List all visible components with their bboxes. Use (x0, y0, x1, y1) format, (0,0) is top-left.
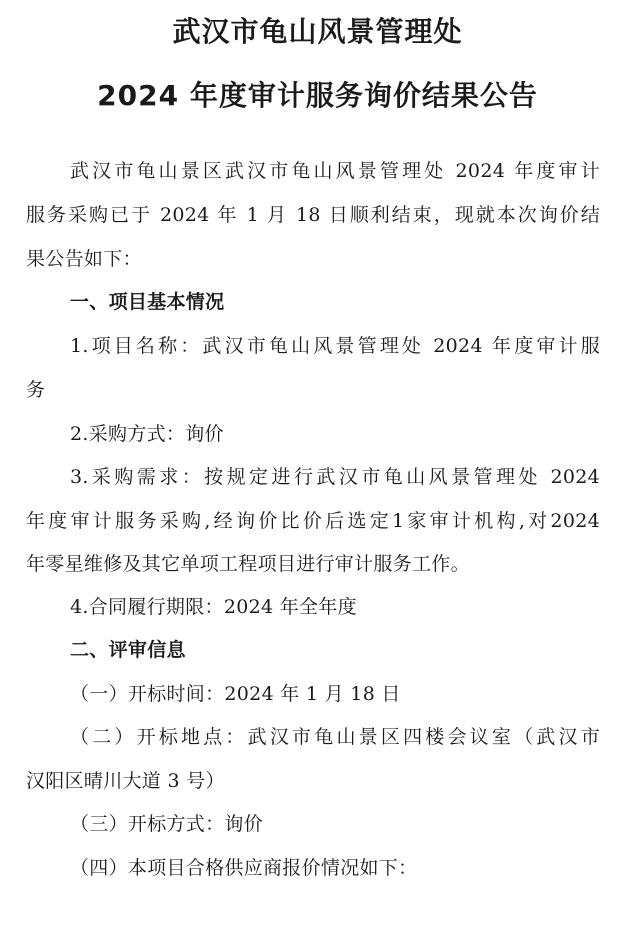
opening-time: （一）开标时间：2024 年 1 月 18 日 (70, 683, 401, 705)
procurement-requirement-line2: 年度审计服务采购,经询价比价后选定1家审计机构,对2024 (26, 510, 600, 532)
opening-location-line2: 汉阳区晴川大道 3 号） (26, 770, 225, 792)
section2-heading: 二、评审信息 (70, 639, 186, 661)
document-title-line1: 武汉市龟山风景管理处 (172, 15, 463, 48)
project-name-line1: 1.项目名称：武汉市龟山风景管理处 2024 年度审计服 (70, 335, 600, 357)
supplier-quotes-intro: （四）本项目合格供应商报价情况如下： (70, 857, 418, 879)
opening-location-line1: （二）开标地点：武汉市龟山景区四楼会议室（武汉市 (70, 726, 600, 748)
contract-period: 4.合同履行期限：2024 年全年度 (70, 596, 357, 618)
opening-method: （三）开标方式：询价 (70, 813, 264, 835)
intro-paragraph-line1: 武汉市龟山景区武汉市龟山风景管理处 2024 年度审计 (70, 160, 600, 182)
intro-paragraph-line2: 服务采购已于 2024 年 1 月 18 日顺利结束，现就本次询价结 (26, 204, 600, 226)
procurement-requirement-line3: 年零星维修及其它单项工程项目进行审计服务工作。 (26, 553, 470, 575)
document-title-line2: 2024 年度审计服务询价结果公告 (97, 79, 538, 112)
section1-heading: 一、项目基本情况 (70, 291, 225, 313)
intro-paragraph-line3: 果公告如下： (26, 248, 142, 270)
procurement-method: 2.采购方式：询价 (70, 423, 224, 445)
procurement-requirement-line1: 3.采购需求：按规定进行武汉市龟山风景管理处 2024 (70, 466, 600, 488)
project-name-line2: 务 (26, 379, 46, 401)
